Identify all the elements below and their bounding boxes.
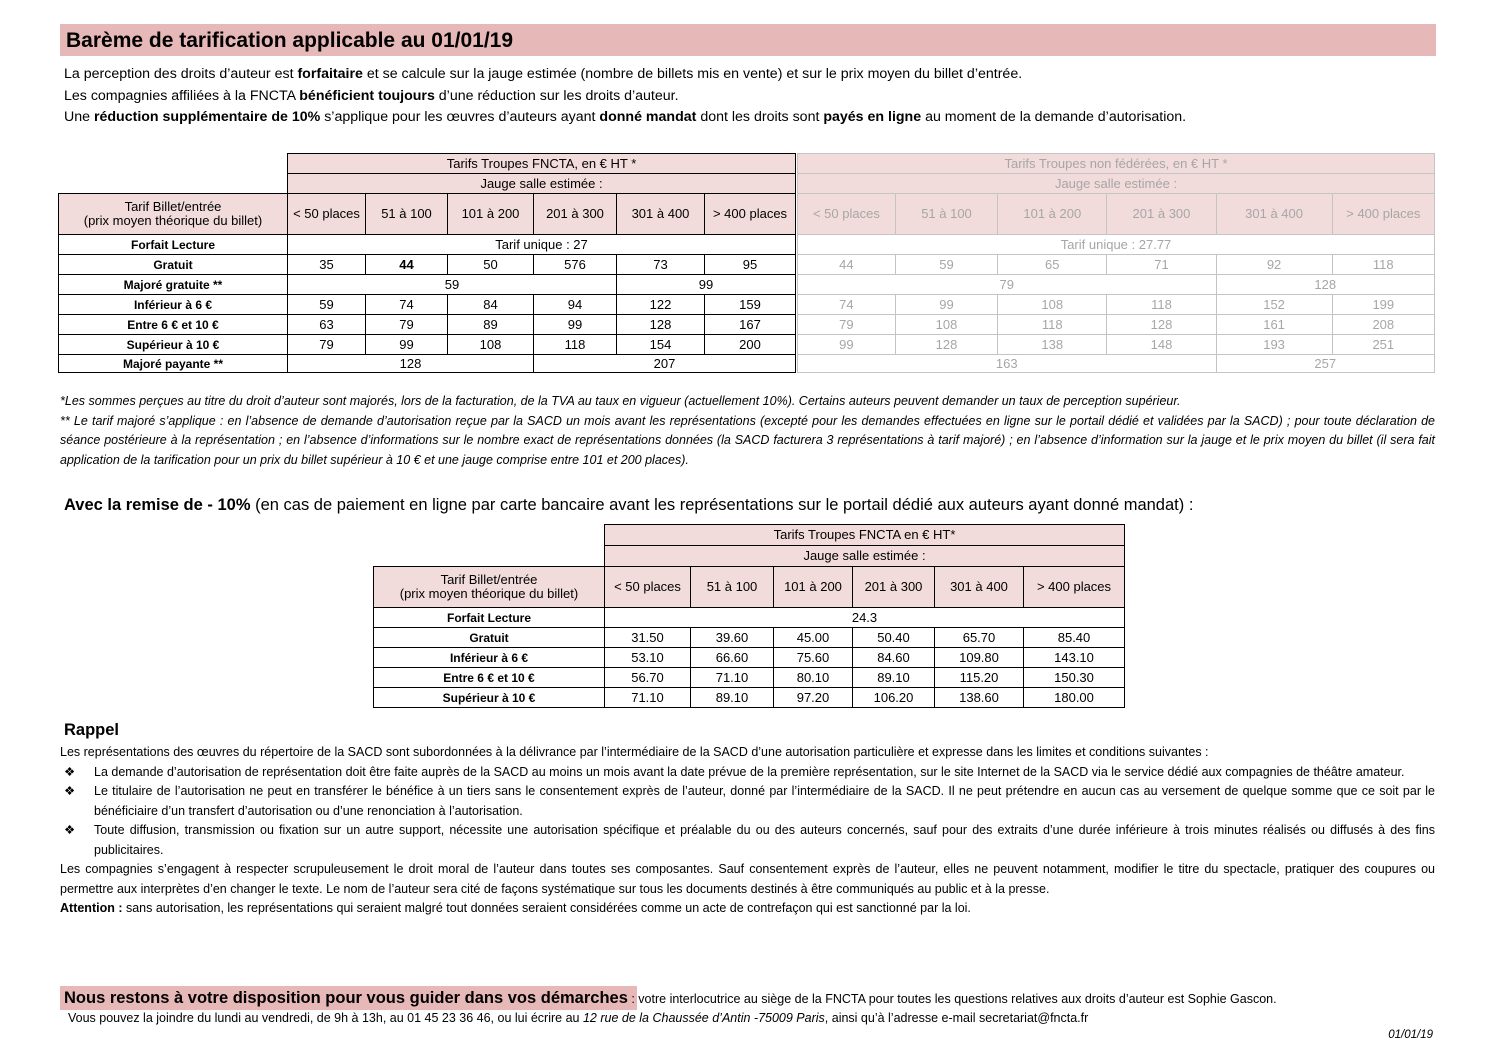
cell: 106.20: [853, 688, 935, 708]
jauge-label: Jauge salle estimée :: [798, 174, 1435, 194]
cell: 80.10: [774, 668, 853, 688]
footer-line-2: [68, 1009, 1088, 1027]
col-header: 201 à 300: [853, 567, 935, 608]
cell: 65.70: [935, 628, 1024, 648]
bullet-text: La demande d’autorisation de représentation doit être faite auprès de la SACD au moins un mois avant la date prévue de la première représentation, sur le site Internet de la SACD via le service dédié aux compagnies de théâtre amateur.: [94, 764, 1405, 779]
cell: 71: [1107, 255, 1216, 275]
col-header: > 400 places: [705, 194, 796, 235]
row-label-inf6: Inférieur à 6 €: [374, 648, 605, 668]
cell: 95: [705, 255, 796, 275]
cell: 74: [366, 295, 448, 315]
cell: 108: [895, 315, 997, 335]
cell: 44: [798, 255, 896, 275]
cell: 94: [534, 295, 617, 315]
col-header: < 50 places: [798, 194, 896, 235]
jauge-label: Jauge salle estimée :: [605, 546, 1125, 567]
intro-line-3: [64, 107, 1464, 129]
cell: 79: [366, 315, 448, 335]
row-header-line-1: Tarif Billet/entrée: [124, 199, 222, 214]
cell: 44: [366, 255, 448, 275]
cell: 79: [288, 335, 366, 355]
row-header: [374, 567, 605, 608]
cell: 53.10: [605, 648, 691, 668]
cell: 71.10: [691, 668, 774, 688]
cell: 73: [617, 255, 705, 275]
cell: 207: [534, 355, 796, 373]
diamond-bullet-icon: ❖: [64, 784, 76, 798]
lecture-value: 24.3: [605, 608, 1125, 628]
row-header-line-2: (prix moyen théorique du billet): [399, 586, 579, 601]
tarif-table-remise: [373, 524, 1125, 708]
row-label-lecture: Forfait Lecture: [374, 608, 605, 628]
cell: 251: [1332, 335, 1434, 355]
intro-line-1: [64, 64, 1464, 86]
col-header: 301 à 400: [935, 567, 1024, 608]
remise-heading: [64, 494, 1193, 516]
cell: 180.00: [1024, 688, 1125, 708]
cell: 193: [1216, 335, 1332, 355]
row-header-line-2: (prix moyen théorique du billet): [83, 213, 263, 228]
cell: 66.60: [691, 648, 774, 668]
cell: 148: [1107, 335, 1216, 355]
cell: 159: [705, 295, 796, 315]
cell: 85.40: [1024, 628, 1125, 648]
cell: 138: [998, 335, 1107, 355]
cell: 118: [1332, 255, 1434, 275]
jauge-label: Jauge salle estimée :: [288, 174, 796, 194]
cell: 108: [998, 295, 1107, 315]
rappel-heading: Rappel: [64, 721, 120, 739]
cell: 59: [288, 295, 366, 315]
tarif-table-fncta: [58, 153, 796, 373]
cell: 75.60: [774, 648, 853, 668]
cell: 59: [288, 275, 617, 295]
cell: 74: [798, 295, 896, 315]
cell: 79: [798, 275, 1217, 295]
footnotes: [60, 392, 1435, 470]
col-header: 201 à 300: [1107, 194, 1216, 235]
text: et se calcule sur la jauge estimée (nombre de billets mis en vente) et sur le prix moyen du billet d’entrée.: [362, 66, 1023, 82]
footnote-1: *Les sommes perçues au titre du droit d’auteur sont majorés, lors de la facturation, de la TVA au taux en vigueur (actuellement 10%). Certains auteurs peuvent demander un taux de perception supérieur.: [60, 394, 1181, 408]
cell: 97.20: [774, 688, 853, 708]
cell: 118: [1107, 295, 1216, 315]
cell: 89: [448, 315, 534, 335]
col-header: 51 à 100: [691, 567, 774, 608]
col-header: 101 à 200: [448, 194, 534, 235]
cell: 128: [1107, 315, 1216, 335]
cell: 99: [366, 335, 448, 355]
col-header: > 400 places: [1332, 194, 1434, 235]
cell: 50.40: [853, 628, 935, 648]
cell: 31.50: [605, 628, 691, 648]
row-label-sup10: Supérieur à 10 €: [374, 688, 605, 708]
intro-line-2: [64, 86, 1464, 108]
cell: 257: [1216, 355, 1434, 373]
cell: 79: [798, 315, 896, 335]
rappel-bullet: [60, 821, 1435, 860]
cell: 71.10: [605, 688, 691, 708]
cell: 200: [705, 335, 796, 355]
col-header: 101 à 200: [774, 567, 853, 608]
cell: 99: [534, 315, 617, 335]
col-header: 301 à 400: [1216, 194, 1332, 235]
attention-label: Attention :: [60, 901, 123, 915]
footer-line-1: [64, 987, 1277, 1010]
empty-cell: [374, 546, 605, 567]
col-header: 201 à 300: [534, 194, 617, 235]
cell: 115.20: [935, 668, 1024, 688]
cell: 99: [895, 295, 997, 315]
cell: 56.70: [605, 668, 691, 688]
cell: 128: [895, 335, 997, 355]
cell: 109.80: [935, 648, 1024, 668]
page-date: 01/01/19: [1388, 1029, 1433, 1041]
col-header: 51 à 100: [895, 194, 997, 235]
cell: 108: [448, 335, 534, 355]
row-label-entre: Entre 6 € et 10 €: [374, 668, 605, 688]
cell: 138.60: [935, 688, 1024, 708]
intro-text: [64, 64, 1464, 129]
rappel-body: [60, 743, 1435, 919]
col-header: 51 à 100: [366, 194, 448, 235]
rappel-bullet: [60, 782, 1435, 821]
text-bold: bénéficient toujours: [299, 87, 435, 104]
footer-text: Vous pouvez la joindre du lundi au vendredi, de 9h à 13h, au 01 45 23 36 46, ou lui écrire au: [68, 1011, 583, 1025]
lecture-value: Tarif unique : 27: [288, 235, 796, 255]
cell: 167: [705, 315, 796, 335]
cell: 89.10: [691, 688, 774, 708]
cell: 50: [448, 255, 534, 275]
attention-text: sans autorisation, les représentations qui seraient malgré tout données seraient considérées comme un acte de contrefaçon qui est sanctionné par la loi.: [122, 901, 971, 915]
text: s’applique pour les œuvres d’auteurs ayant: [320, 109, 600, 125]
cell: 92: [1216, 255, 1332, 275]
row-label-gratuit: Gratuit: [374, 628, 605, 648]
text: Une: [64, 109, 94, 125]
row-label-majore-gratuite: Majoré gratuite **: [59, 275, 288, 295]
header-fncta: Tarifs Troupes FNCTA, en € HT *: [288, 154, 796, 174]
cell: 122: [617, 295, 705, 315]
tarif-table-non-federees: [797, 153, 1435, 373]
empty-cell: [374, 525, 605, 546]
footer-address: 12 rue de la Chaussée d’Antin -75009 Paris: [582, 1011, 825, 1025]
row-header-line-1: Tarif Billet/entrée: [440, 572, 538, 587]
text: Les compagnies affiliées à la FNCTA: [64, 87, 300, 104]
cell: 99: [798, 335, 896, 355]
footnote-2: ** Le tarif majoré s’applique : en l’absence de demande d’autorisation reçue par la SACD un mois avant les représentations (excepté pour les demandes effectuées en ligne sur le portail dédié et validées par la SACD) ; pour toute déclaration de séance postérieure à la représentation ; en l’absence d’informations sur le nombre exact de représentations données (la SACD facturera 3 représentations à tarif majoré) ; en l’absence d’information sur la jauge et le prix moyen du billet (il sera fait application de la tarification pour un prix du billet supérieur à 10 € et une jauge comprise entre 101 et 200 places).: [60, 413, 1435, 467]
row-header: [59, 194, 288, 235]
cell: 128: [1216, 275, 1434, 295]
row-label-entre: Entre 6 € et 10 €: [59, 315, 288, 335]
text-bold: forfaitaire: [297, 66, 363, 82]
rappel-paragraph: Les compagnies s’engagent à respecter scrupuleusement le droit moral de l’auteur dans toutes ses composantes. Sauf consentement exprès de l’auteur, elles ne peuvent notamment, modifier le titre du spectacle, pratiquer des coupures ou permettre aux interprètes d’en changer le texte. Le nom de l’auteur sera cité de façons systématique sur tous les documents destinés à être communiqués au public et à la presse.: [60, 862, 1435, 896]
text-bold: réduction supplémentaire de 10%: [93, 109, 321, 125]
lecture-value: Tarif unique : 27.77: [798, 235, 1435, 255]
row-label-sup10: Supérieur à 10 €: [59, 335, 288, 355]
remise-text: (en cas de paiement en ligne par carte bancaire avant les représentations sur le portail dédié aux auteurs ayant donné mandat) :: [250, 496, 1194, 514]
header-non-federees: Tarifs Troupes non fédérées, en € HT *: [798, 154, 1435, 174]
row-label-gratuit: Gratuit: [59, 255, 288, 275]
cell: 208: [1332, 315, 1434, 335]
col-header: 101 à 200: [998, 194, 1107, 235]
text-bold: payés en ligne: [823, 109, 922, 125]
cell: 118: [998, 315, 1107, 335]
text: dont les droits sont: [696, 109, 824, 125]
empty-cell: [59, 174, 288, 194]
cell: 63: [288, 315, 366, 335]
cell: 154: [617, 335, 705, 355]
rappel-bullet: [60, 763, 1435, 783]
text: au moment de la demande d’autorisation.: [921, 109, 1187, 125]
row-label-majore-payante: Majoré payante **: [59, 355, 288, 373]
footer-text: : votre interlocutrice au siège de la FNCTA pour toutes les questions relatives aux droits d’auteur est Sophie Gascon.: [627, 992, 1277, 1006]
row-label-lecture: Forfait Lecture: [59, 235, 288, 255]
text-bold: donné mandat: [599, 109, 697, 125]
col-header: < 50 places: [288, 194, 366, 235]
text: d’une réduction sur les droits d’auteur.: [434, 87, 679, 104]
cell: 84: [448, 295, 534, 315]
cell: 163: [798, 355, 1217, 373]
cell: 152: [1216, 295, 1332, 315]
col-header: < 50 places: [605, 567, 691, 608]
footer-email: , ainsi qu’à l’adresse e-mail secretariat@fncta.fr: [824, 1011, 1089, 1025]
cell: 199: [1332, 295, 1434, 315]
cell: 59: [895, 255, 997, 275]
cell: 89.10: [853, 668, 935, 688]
diamond-bullet-icon: ❖: [64, 764, 76, 779]
cell: 128: [617, 315, 705, 335]
rappel-attention: [60, 899, 1435, 919]
row-label-inf6: Inférieur à 6 €: [59, 295, 288, 315]
cell: 576: [534, 255, 617, 275]
text: La perception des droits d’auteur est: [64, 66, 298, 82]
diamond-bullet-icon: ❖: [64, 823, 76, 837]
cell: 150.30: [1024, 668, 1125, 688]
col-header: 301 à 400: [617, 194, 705, 235]
rappel-intro: Les représentations des œuvres du répertoire de la SACD sont subordonnées à la délivrance par l’intermédiaire de la SACD d’une autorisation particulière et expresse dans les limites et conditions suivantes :: [60, 745, 1209, 759]
footer-highlight: Nous restons à votre disposition pour vous guider dans vos démarches: [64, 989, 628, 1007]
remise-bold: Avec la remise de - 10%: [64, 496, 251, 514]
col-header: > 400 places: [1024, 567, 1125, 608]
empty-cell: [59, 154, 288, 174]
cell: 39.60: [691, 628, 774, 648]
cell: 143.10: [1024, 648, 1125, 668]
cell: 99: [617, 275, 796, 295]
bullet-text: Toute diffusion, transmission ou fixation sur un autre support, nécessite une autorisation spécifique et préalable du ou des auteurs concernés, sauf pour des extraits d’une durée inférieure à trois minutes réalisés ou diffusés à des fins publicitaires.: [94, 823, 1435, 857]
cell: 65: [998, 255, 1107, 275]
cell: 118: [534, 335, 617, 355]
cell: 161: [1216, 315, 1332, 335]
cell: 35: [288, 255, 366, 275]
header-remise: Tarifs Troupes FNCTA en € HT*: [605, 525, 1125, 546]
bullet-text: Le titulaire de l’autorisation ne peut en transférer le bénéfice à un tiers sans le consentement exprès de l’auteur, donné par l’intermédiaire de la SACD. Il ne peut prétendre en aucun cas au versement de quelque somme que ce soit par le bénéficiaire d’un transfert d’autorisation ou d’une renonciation à l’autorisation.: [94, 784, 1435, 818]
cell: 45.00: [774, 628, 853, 648]
cell: 128: [288, 355, 534, 373]
page-title: Barème de tarification applicable au 01/01/19: [66, 29, 514, 52]
cell: 84.60: [853, 648, 935, 668]
